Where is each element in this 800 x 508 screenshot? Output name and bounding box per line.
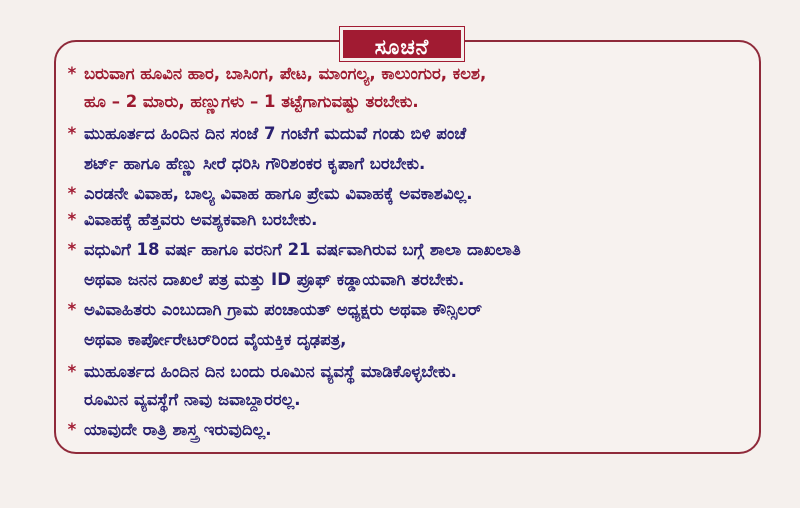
line-text: ಶರ್ಟ್ ಹಾಗೂ ಹೆಣ್ಣು ಸೀರೆ ಧರಿಸಿ ಗೌರಿಶಂಕರ ಕೃಪಾಗೆ ಬರಬೇಕು. — [84, 154, 426, 173]
line-text: ವಿವಾಹಕ್ಕೆ ಹೆತ್ತವರು ಅವಶ್ಯಕವಾಗಿ ಬರಬೇಕು. — [84, 210, 318, 229]
line-text: ಬರುವಾಗ ಹೂವಿನ ಹಾರ, ಬಾಸಿಂಗ, ಪೇಟ, ಮಾಂಗಲ್ಯ, ಕಾಲುಂಗುರ, ಕಲಶ, — [84, 64, 487, 83]
notice-line — [60, 418, 760, 442]
line-text: ಅವಿವಾಹಿತರು ಎಂಬುದಾಗಿ ಗ್ರಾಮ ಪಂಚಾಯತ್ ಅಧ್ಯಕ್ಷರು ಅಥವಾ ಕೌನ್ಸಿಲರ್ — [84, 300, 482, 319]
notice-line — [60, 360, 760, 384]
line-text: ವಧುವಿಗೆ 18 ವರ್ಷ ಹಾಗೂ ವರನಿಗೆ 21 ವರ್ಷವಾಗಿರುವ ಬಗ್ಗೆ ಶಾಲಾ ದಾಖಲಾತಿ — [84, 240, 521, 259]
notice-title: ಸೂಚನೆ — [340, 27, 464, 61]
line-text: ಯಾವುದೇ ರಾತ್ರಿ ಶಾಸ್ತ್ರ ಇರುವುದಿಲ್ಲ. — [84, 420, 272, 439]
bullet-star-icon: * — [67, 362, 77, 381]
bullet-star-icon: * — [67, 240, 77, 259]
bullet-star-icon: * — [67, 300, 77, 319]
notice-line — [60, 238, 760, 262]
line-text: ಹೂ – 2 ಮಾರು, ಹಣ್ಣುಗಳು – 1 ತಟ್ಟೆಗಾಗುವಷ್ಟು ತರಬೇಕು. — [84, 92, 419, 111]
notice-line — [60, 62, 760, 86]
line-text: ಎರಡನೇ ವಿವಾಹ, ಬಾಲ್ಯ ವಿವಾಹ ಹಾಗೂ ಪ್ರೇಮ ವಿವಾಹಕ್ಕೆ ಅವಕಾಶವಿಲ್ಲ. — [84, 184, 473, 203]
notice-line — [60, 388, 760, 412]
line-text: ಮುಹೂರ್ತದ ಹಿಂದಿನ ದಿನ ಸಂಜೆ 7 ಗಂಟೆಗೆ ಮದುವೆ ಗಂಡು ಬಿಳಿ ಪಂಚೆ — [84, 124, 467, 143]
notice-line — [60, 298, 760, 322]
notice-line — [60, 208, 760, 232]
notice-line — [60, 122, 760, 146]
bullet-star-icon: * — [67, 184, 77, 203]
notice-line — [60, 328, 760, 352]
notice-line — [60, 152, 760, 176]
line-text: ಅಥವಾ ಕಾರ್ಪೋರೇಟರ್‌ರಿಂದ ವೈಯಕ್ತಿಕ ದೃಢಪತ್ರ, — [84, 330, 347, 349]
notice-line — [60, 90, 760, 114]
line-text: ಮುಹೂರ್ತದ ಹಿಂದಿನ ದಿನ ಬಂದು ರೂಮಿನ ವ್ಯವಸ್ಥೆ ಮಾಡಿಕೊಳ್ಳಬೇಕು. — [84, 362, 457, 381]
bullet-star-icon: * — [67, 210, 77, 229]
bullet-star-icon: * — [67, 124, 77, 143]
bullet-star-icon: * — [67, 64, 77, 83]
line-text: ಅಥವಾ ಜನನ ದಾಖಲೆ ಪತ್ರ ಮತ್ತು ID ಪ್ರೂಫ್ ಕಡ್ಡಾಯವಾಗಿ ತರಬೇಕು. — [84, 270, 465, 289]
bullet-star-icon: * — [67, 420, 77, 439]
line-text: ರೂಮಿನ ವ್ಯವಸ್ಥೆಗೆ ನಾವು ಜವಾಬ್ದಾರರಲ್ಲ. — [84, 390, 301, 409]
notice-line — [60, 268, 760, 292]
notice-line — [60, 182, 760, 206]
